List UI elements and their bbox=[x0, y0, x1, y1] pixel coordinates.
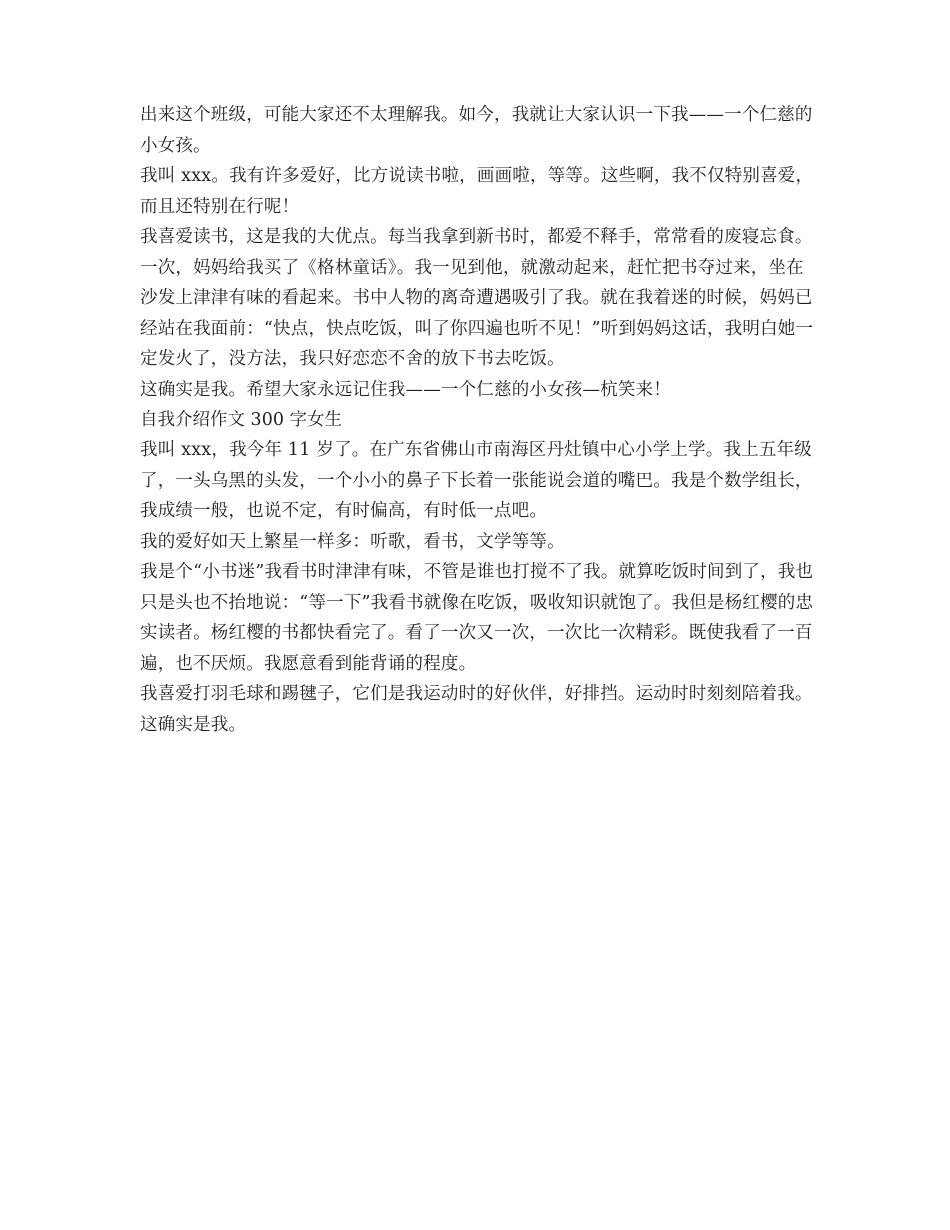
section-paragraph-5: 这确实是我。 bbox=[140, 714, 247, 735]
document-page bbox=[140, 100, 820, 740]
paragraph-2: 我叫 xxx。我有许多爱好，比方说读书啦，画画啦，等等。这些啊，我不仅特别喜爱，而且还特别在行呢！ bbox=[140, 166, 814, 217]
section-paragraph-2: 我的爱好如天上繁星一样多：听歌，看书，文学等等。 bbox=[140, 531, 565, 552]
paragraph-3: 我喜爱读书，这是我的大优点。每当我拿到新书时，都爱不释手，常常看的废寝忘食。一次，妈妈给我买了《格林童话》。我一见到他，就激动起来，赶忙把书夺过来，坐在沙发上津津有味的看起来。书中人物的离奇遭遇吸引了我。就在我着迷的时候，妈妈已经站在我面前：“快点，快点吃饭，叫了你四遍也听不见！”听到妈妈这话，我明白她一定发火了，没方法，我只好恋恋不舍的放下书去吃饭。 bbox=[140, 227, 814, 369]
section-title: 自我介绍作文 300 字女生 bbox=[140, 410, 343, 430]
section-paragraph-4: 我喜爱打羽毛球和踢毽子，它们是我运动时的好伙伴，好排挡。运动时时刻刻陪着我。 bbox=[140, 684, 813, 704]
section-paragraph-3: 我是个“小书迷”我看书时津津有味，不管是谁也打搅不了我。就算吃饭时间到了，我也只是头也不抬地说：“等一下”我看书就像在吃饭，吸收知识就饱了。我但是杨红樱的忠实读者。杨红樱的书都快看完了。看了一次又一次，一次比一次精彩。既使我看了一百遍，也不厌烦。我愿意看到能背诵的程度。 bbox=[140, 562, 814, 674]
section-paragraph-1: 我叫 xxx，我今年 11 岁了。在广东省佛山市南海区丹灶镇中心小学上学。我上五年级了，一头乌黑的头发，一个小小的鼻子下长着一张能说会道的嘴巴。我是个数学组长，我成绩一般，也说不定，有时偏高，有时低一点吧。 bbox=[140, 440, 813, 521]
paragraph-4: 这确实是我。希望大家永远记住我——一个仁慈的小女孩—杭笑来！ bbox=[140, 379, 671, 400]
paragraph-1: 出来这个班级，可能大家还不太理解我。如今，我就让大家认识一下我——一个仁慈的小女孩。 bbox=[140, 105, 813, 156]
